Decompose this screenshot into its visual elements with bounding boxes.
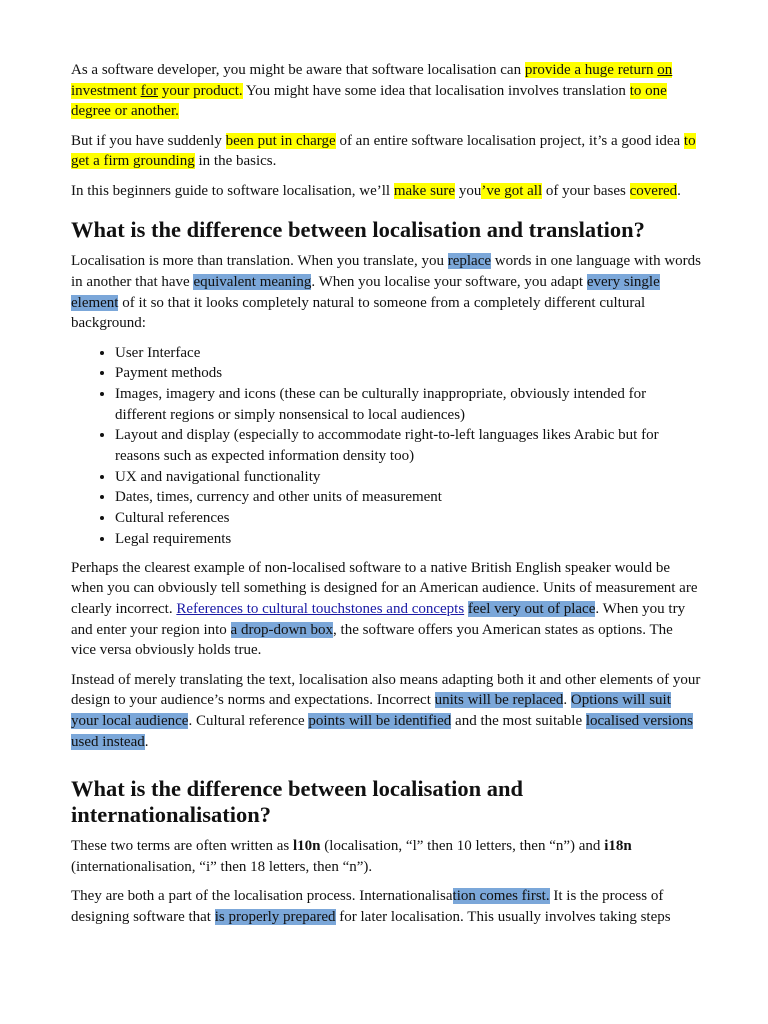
highlight: on bbox=[657, 62, 673, 78]
highlight: investment bbox=[71, 82, 141, 99]
section-heading-translation: What is the difference between localisation and translation? bbox=[71, 217, 645, 243]
cultural-references-link[interactable]: References to cultural touchstones and concepts bbox=[176, 600, 465, 617]
highlight: covered bbox=[629, 182, 678, 199]
section-heading-internationalisation: What is the difference between localisation and internationalisation? bbox=[71, 776, 524, 828]
highlight: replace bbox=[447, 253, 492, 270]
list-item: • Layout and display (especially to accommodate right-to-left languages likes Arabic but for reasons such as expected information density too) bbox=[115, 425, 701, 466]
highlight: points will be identified bbox=[308, 712, 452, 729]
list-item: • UX and navigational functionality bbox=[115, 467, 701, 488]
highlight: been put in charge bbox=[225, 132, 336, 149]
highlight: provide a huge return bbox=[524, 62, 658, 78]
highlight: localised versions used instead bbox=[71, 712, 693, 750]
list-item: • Legal requirements bbox=[115, 529, 701, 550]
paragraph: Perhaps the clearest example of non-localised software to a native British English speaker would be when you can obviously tell something is designed for an American audience. Units of measurement are clearly incorrect. References to cultural touchstones and concepts feel very out of place. When you try and enter your region into a drop-down box, the software offers you American states as options. The vice versa obviously holds true. bbox=[71, 559, 698, 659]
highlight: to one degree or another. bbox=[71, 82, 667, 120]
highlight: make sure bbox=[393, 182, 456, 199]
list-item: • Payment methods bbox=[115, 363, 701, 384]
list-item: • User Interface bbox=[115, 343, 701, 364]
intro-paragraph: As a software developer, you might be aware that software localisation can provide a huge return on investment for your product. You might have some idea that localisation involves translation to one degree or another. bbox=[71, 62, 673, 120]
paragraph: In this beginners guide to software localisation, we’ll make sure you’ve got all of your bases covered. bbox=[71, 182, 681, 199]
bullet-list bbox=[71, 343, 701, 550]
document-page bbox=[71, 60, 701, 936]
highlight: for bbox=[140, 82, 159, 99]
paragraph: Instead of merely translating the text, localisation also means adapting both it and other elements of your design to your audience’s norms and expectations. Incorrect units will be replaced. Options will suit your local audience. Cultural reference points will be identified and the most suitable localised versions used instead. bbox=[71, 671, 701, 750]
highlight: ’ve got all bbox=[481, 182, 543, 199]
l10n-term: l10n bbox=[293, 838, 321, 855]
i18n-term: i18n bbox=[604, 838, 632, 855]
highlight: your product. bbox=[158, 82, 243, 99]
highlight: equivalent meaning bbox=[193, 273, 312, 290]
paragraph: Localisation is more than translation. When you translate, you replace words in one language with words in another that have equivalent meaning. When you localise your software, you adapt every single element of it so that it looks completely natural to someone from a completely different cultural background: bbox=[71, 253, 701, 332]
highlight: to get a firm grounding bbox=[71, 132, 696, 170]
list-item: • Dates, times, currency and other units of measurement bbox=[115, 487, 701, 508]
highlight: units will be replaced bbox=[434, 692, 564, 709]
highlight: feel very out of place bbox=[467, 600, 596, 617]
paragraph: They are both a part of the localisation process. Internationalisation comes first. It is the process of designing software that is properly prepared for later localisation. This usually involves taking steps bbox=[71, 888, 671, 925]
highlight: Options will suit your local audience bbox=[71, 692, 671, 729]
highlight: every single element bbox=[71, 273, 660, 311]
highlight: a drop-down box bbox=[230, 621, 334, 638]
highlight: is properly prepared bbox=[214, 909, 336, 925]
list-item: • Images, imagery and icons (these can be culturally inappropriate, obviously intended for different regions or simply nonsensical to local audiences) bbox=[115, 384, 701, 425]
list-item: • Cultural references bbox=[115, 508, 701, 529]
paragraph: But if you have suddenly been put in charge of an entire software localisation project, it’s a good idea to get a firm grounding in the basics. bbox=[71, 132, 696, 170]
highlight: tion comes first. bbox=[452, 888, 550, 905]
paragraph: These two terms are often written as l10n (localisation, “l” then 10 letters, then “n”) and i18n (internationalisation, “i” then 18 letters, then “n”). bbox=[71, 838, 632, 876]
